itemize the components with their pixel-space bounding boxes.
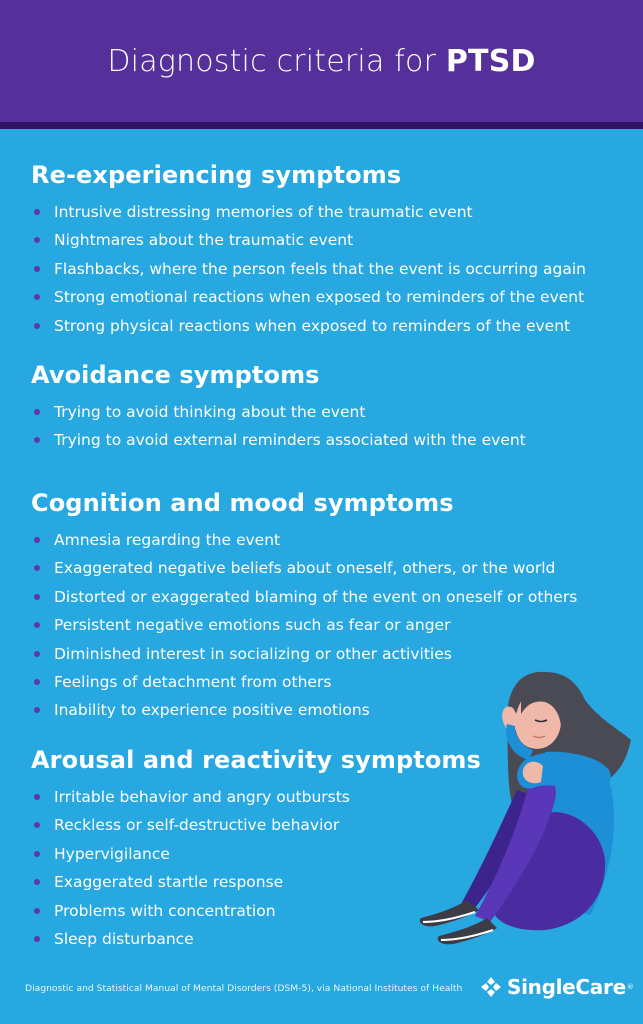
list-item-text: Persistent negative emotions such as fear or anger [54,616,451,635]
bullet-icon [34,409,40,415]
bullet-icon [34,565,40,571]
bullet-icon [34,908,40,914]
singlecare-logo [480,973,634,1001]
list-item-text: Exaggerated negative beliefs about oneself, others, or the world [54,559,556,578]
list-item-text: Feelings of detachment from others [54,673,332,692]
section-avoidance [31,360,526,455]
list-item-text: Diminished interest in socializing or other activities [54,644,452,663]
list-item-text: Reckless or self-destructive behavior [54,816,340,835]
list-item [31,611,577,639]
page-title [0,44,643,79]
list-item-text: Sleep disturbance [54,930,194,949]
bullet-icon [34,594,40,600]
bullet-icon [34,822,40,828]
symptom-list [31,398,526,455]
list-item [31,583,577,611]
list-item-text: Inability to experience positive emotions [54,701,370,720]
list-item-text: Problems with concentration [54,901,276,920]
registered-mark: ® [626,983,634,991]
bullet-icon [34,437,40,443]
section-heading: Avoidance symptoms [31,361,320,389]
bullet-icon [34,879,40,885]
bullet-icon [34,294,40,300]
list-item-text: Amnesia regarding the event [54,531,281,549]
list-item-text: Distorted or exaggerated blaming of the event on oneself or others [54,587,578,606]
list-item [31,398,526,426]
list-item [31,283,586,311]
title-bold: PTSD [445,44,536,79]
person-sitting-illustration [395,660,635,960]
bullet-icon [34,266,40,272]
logo-wordmark: SingleCare [507,975,626,999]
list-item-text: Intrusive distressing memories of the traumatic event [54,203,473,221]
list-item [31,198,586,226]
list-item-text: Exaggerated startle response [54,873,284,892]
list-item-text: Nightmares about the traumatic event [54,231,354,250]
section-heading: Cognition and mood symptoms [31,489,454,517]
bullet-icon [34,651,40,657]
bullet-icon [34,237,40,243]
bullet-icon [34,209,40,215]
section-heading: Re-experiencing symptoms [31,161,402,189]
list-item-text: Strong physical reactions when exposed to reminders of the event [54,316,571,335]
bullet-icon [34,323,40,329]
list-item [31,312,586,340]
list-item [31,226,586,254]
list-item [31,554,577,582]
list-item-text: Trying to avoid thinking about the event [54,403,366,421]
cross-logo-icon [480,976,502,998]
bullet-icon [34,679,40,685]
list-item-text: Trying to avoid external reminders associated with the event [54,431,526,450]
list-item-text: Hypervigilance [54,844,170,863]
list-item [31,426,526,454]
source-citation: Diagnostic and Statistical Manual of Mental Disorders (DSM-5), via National Institutes of Health [25,983,463,994]
list-item [31,526,577,554]
bullet-icon [34,707,40,713]
symptom-list [31,198,586,340]
list-item-text: Strong emotional reactions when exposed to reminders of the event [54,288,585,307]
list-item [31,255,586,283]
bullet-icon [34,936,40,942]
header-divider [0,122,643,129]
bullet-icon [34,622,40,628]
bullet-icon [34,851,40,857]
list-item-text: Flashbacks, where the person feels that the event is occurring again [54,259,587,278]
bullet-icon [34,794,40,800]
section-heading: Arousal and reactivity symptoms [31,746,481,774]
bullet-icon [34,537,40,543]
list-item-text: Irritable behavior and angry outbursts [54,788,350,806]
section-re-experiencing [31,160,586,340]
title-prefix: Diagnostic criteria for [107,44,446,79]
